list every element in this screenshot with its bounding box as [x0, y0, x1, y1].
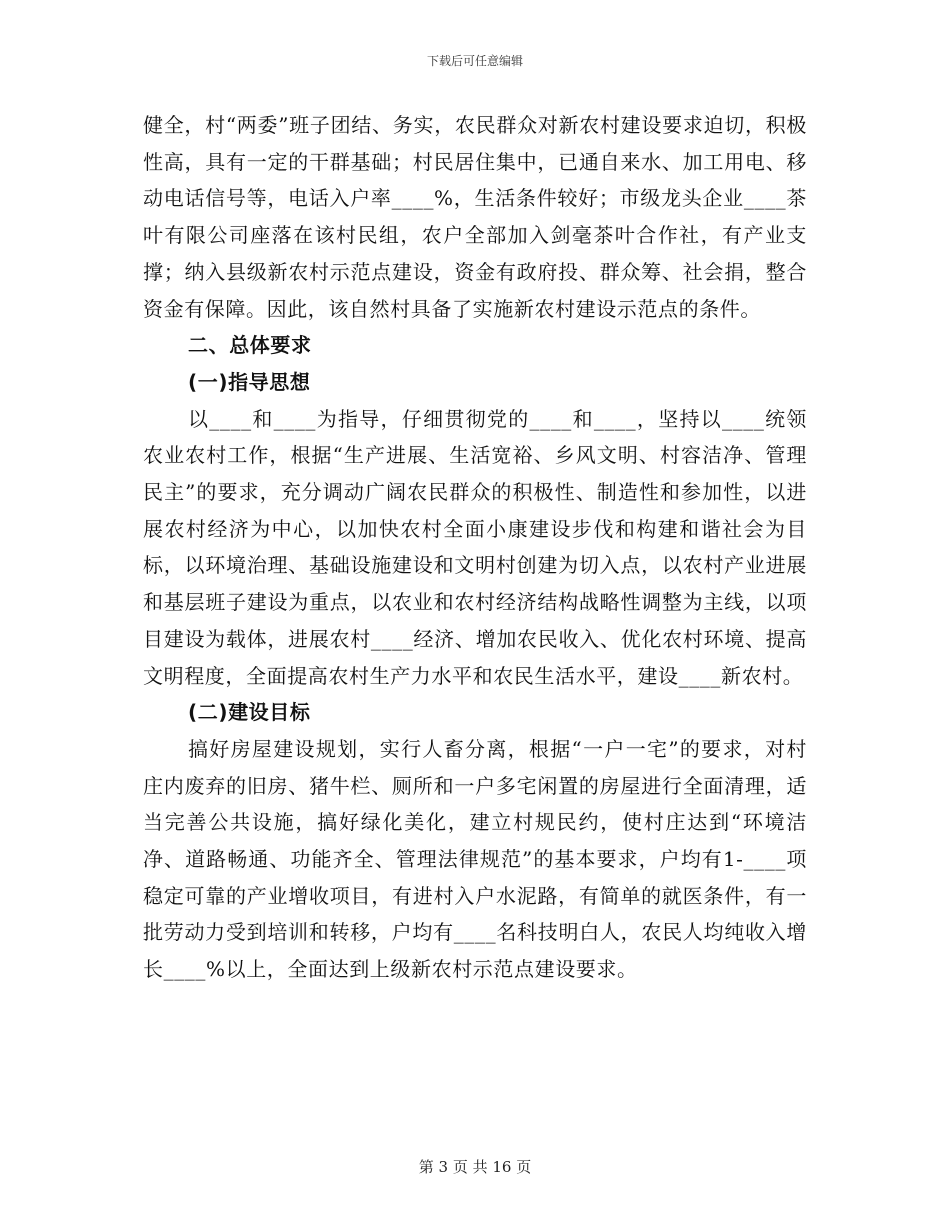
page-number: 第 3 页 共 16 页	[418, 1158, 532, 1176]
paragraph-construction-goals: 搞好房屋建设规划，实行人畜分离，根据“一户一宅”的要求，对村庄内废弃的旧房、猪牛栏、厕所和一户多宅闲置的房屋进行全面清理，适当完善公共设施，搞好绿化美化，建立村规民约，使村庄达到“环境洁净、道路畅通、功能齐全、管理法律规范”的基本要求，户均有1-____项稳定可靠的产业增收项目，有进村入户水泥路，有简单的就医条件，有一批劳动力受到培训和转移，户均有____名科技明白人，农民人均纯收入增长____%以上，全面达到上级新农村示范点建设要求。	[143, 736, 807, 982]
subheading-guiding-ideology: (一)指导思想	[188, 369, 311, 394]
section-heading-overall-requirements: 二、总体要求	[188, 333, 312, 358]
subheading-construction-goals: (二)建设目标	[188, 700, 311, 725]
paragraph-intro: 健全，村“两委”班子团结、务实，农民群众对新农村建设要求迫切，积极性高，具有一定的干群基础；村民居住集中，已通自来水、加工用电、移动电话信号等，电话入户率____%，生活条件较好；市级龙头企业____茶叶有限公司座落在该村民组，农户全部加入剑毫茶叶合作社，有产业支撑；纳入县级新农村示范点建设，资金有政府投、群众筹、社会捐，整合资金有保障。因此，该自然村具备了实施新农村建设示范点的条件。	[143, 113, 807, 321]
page-header: 下载后可任意编辑	[426, 54, 523, 68]
paragraph-guiding-ideology: 以____和____为指导，仔细贯彻党的____和____，坚持以____统领农业农村工作，根据“生产进展、生活宽裕、乡风文明、村容洁净、管理民主”的要求，充分调动广阔农民群众的积极性、制造性和参加性，以进展农村经济为中心，以加快农村全面小康建设步伐和构建和谐社会为目标，以环境治理、基础设施建设和文明村创建为切入点，以农村产业进展和基层班子建设为重点，以农业和农村经济结构战略性调整为主线，以项目建设为载体，进展农村____经济、增加农民收入、优化农村环境、提高文明程度，全面提高农村生产力水平和农民生活水平，建设____新农村。	[143, 406, 807, 688]
document-body	[143, 107, 807, 988]
